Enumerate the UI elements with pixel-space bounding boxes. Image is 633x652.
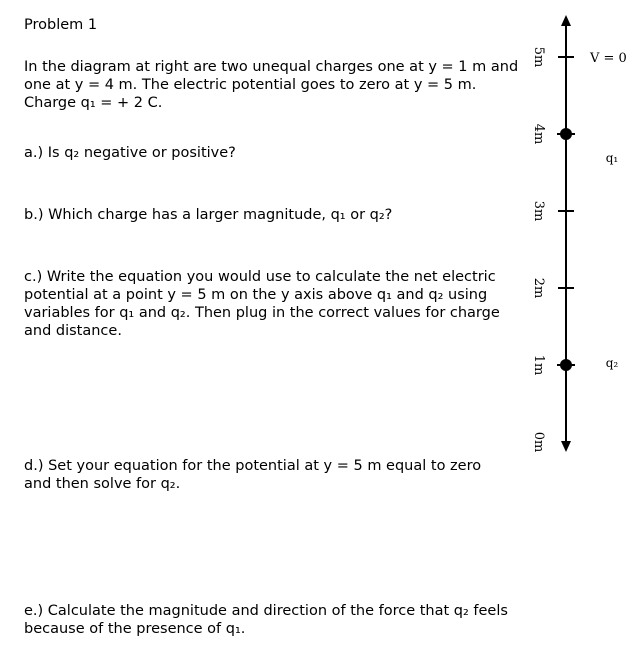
problem-title: Problem 1 bbox=[24, 17, 98, 33]
potential-zero-label: V = 0 bbox=[590, 51, 627, 66]
axis-arrow-up-icon bbox=[561, 15, 571, 26]
axis-tick-label: 2m bbox=[531, 277, 546, 299]
axis-tick-label: 5m bbox=[531, 46, 546, 68]
charge-label: q₁ bbox=[605, 151, 619, 165]
axis-tick-label: 3m bbox=[531, 200, 546, 222]
axis-tick-label: 0m bbox=[531, 431, 546, 453]
axis-tick-label: 4m bbox=[531, 123, 546, 145]
axis-tick-label: 1m bbox=[531, 354, 546, 376]
question-b: b.) Which charge has a larger magnitude, q₁ or q₂? bbox=[24, 207, 393, 223]
problem-intro: In the diagram at right are two unequal charges one at y = 1 m and one at y = 4 m. The electric potential goes to zero at y = 5 m. Charge q₁ = + 2 C. bbox=[24, 59, 519, 111]
question-e: e.) Calculate the magnitude and direction of the force that q₂ feels because of the presence of q₁. bbox=[24, 603, 508, 637]
question-c: c.) Write the equation you would use to calculate the net electric potential at a point y = 5 m on the y axis above q₁ and q₂ using variables for q₁ and q₂. Then plug in the correct values for charge and distance. bbox=[24, 269, 500, 339]
axis-arrow-down-icon bbox=[561, 441, 571, 452]
question-a: a.) Is q₂ negative or positive? bbox=[24, 145, 236, 161]
charge-label: q₂ bbox=[605, 356, 619, 370]
question-d: d.) Set your equation for the potential at y = 5 m equal to zero and then solve for q₂. bbox=[24, 458, 482, 492]
